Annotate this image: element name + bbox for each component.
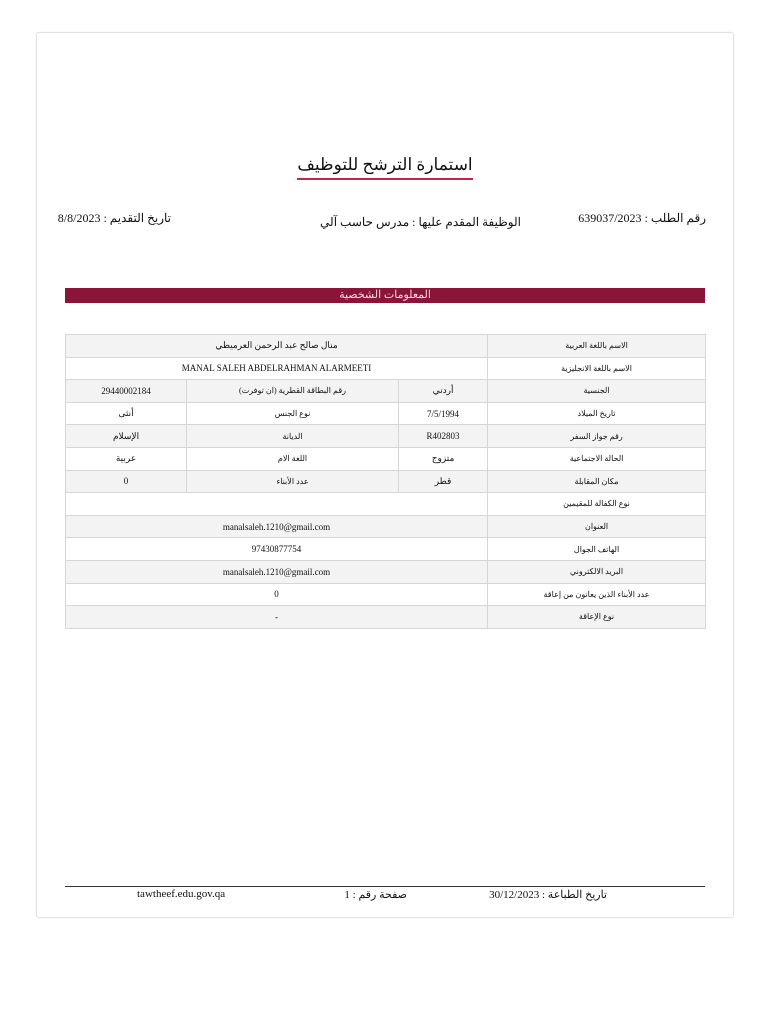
request-number-field <box>578 211 706 226</box>
address-label: العنوان <box>488 515 706 538</box>
table-row <box>66 493 706 516</box>
children-count-value: 0 <box>66 470 187 493</box>
disability-type-label: نوع الإعاقة <box>488 606 706 629</box>
passport-label: رقم جواز السفر <box>488 425 706 448</box>
table-row <box>66 380 706 403</box>
table-row <box>66 606 706 629</box>
print-date-label: تاريخ الطباعة : <box>539 889 607 901</box>
mobile-label: الهاتف الجوال <box>488 538 706 561</box>
personal-info-header: المعلومات الشخصية <box>65 288 705 303</box>
job-applied-field <box>320 215 521 230</box>
disabled-children-value: 0 <box>66 583 488 606</box>
table-row <box>66 560 706 583</box>
document-page <box>36 32 734 918</box>
form-title-container <box>37 155 733 180</box>
mother-language-value: عربية <box>66 447 187 470</box>
qid-value: 29440002184 <box>66 380 187 403</box>
request-number-value: 639037/2023 <box>578 211 642 225</box>
form-title: استمارة الترشح للتوظيف <box>297 155 472 180</box>
sponsorship-type-value <box>66 493 488 516</box>
dob-value: 7/5/1994 <box>399 402 488 425</box>
interview-location-value: قطر <box>399 470 488 493</box>
nationality-value: أردني <box>399 380 488 403</box>
gender-value: أنثى <box>66 402 187 425</box>
page-number <box>344 888 407 901</box>
sponsorship-type-label: نوع الكفالة للمقيمين <box>488 493 706 516</box>
website-url: tawtheef.edu.gov.qa <box>137 888 226 900</box>
email-label: البريد الالكتروني <box>488 560 706 583</box>
religion-label: الديانة <box>187 425 399 448</box>
address-value: manalsaleh.1210@gmail.com <box>66 515 488 538</box>
table-row <box>66 335 706 358</box>
disability-type-value: - <box>66 606 488 629</box>
mother-language-label: اللغة الام <box>187 447 399 470</box>
nationality-label: الجنسية <box>488 380 706 403</box>
qid-label: رقم البطاقة القطرية (ان توفرت) <box>187 380 399 403</box>
english-name-label: الاسم باللغة الانجليزية <box>488 357 706 380</box>
print-date-value: 30/12/2023 <box>489 889 540 901</box>
marital-status-value: متزوج <box>399 447 488 470</box>
arabic-name-label: الاسم باللغة العربية <box>488 335 706 358</box>
interview-location-label: مكان المقابلة <box>488 470 706 493</box>
dob-label: تاريخ الميلاد <box>488 402 706 425</box>
personal-info-table <box>65 334 706 629</box>
page-number-value: 1 <box>344 889 350 901</box>
english-name-value: MANAL SALEH ABDELRAHMAN ALARMEETI <box>66 357 488 380</box>
mobile-value: 97430877754 <box>66 538 488 561</box>
email-value: manalsaleh.1210@gmail.com <box>66 560 488 583</box>
job-applied-label: الوظيفة المقدم عليها : <box>409 215 521 229</box>
table-row <box>66 470 706 493</box>
religion-value: الإسلام <box>66 425 187 448</box>
table-row <box>66 583 706 606</box>
marital-status-label: الحالة الاجتماعية <box>488 447 706 470</box>
page-number-label: صفحة رقم : <box>349 889 407 901</box>
children-count-label: عدد الأبناء <box>187 470 399 493</box>
disabled-children-label: عدد الأبناء الذين يعانون من إعاقة <box>488 583 706 606</box>
table-row <box>66 538 706 561</box>
table-row <box>66 357 706 380</box>
application-date-field <box>58 211 171 226</box>
application-date-label: تاريخ التقديم : <box>100 211 171 225</box>
print-date <box>489 888 607 901</box>
application-date-value: 8/8/2023 <box>57 211 101 225</box>
job-applied-value: مدرس حاسب آلي <box>320 215 410 229</box>
passport-value: R402803 <box>399 425 488 448</box>
table-row <box>66 447 706 470</box>
footer-divider <box>65 886 705 887</box>
arabic-name-value: منال صالح عبد الرحمن العرميطي <box>66 335 488 358</box>
table-row <box>66 515 706 538</box>
gender-label: نوع الجنس <box>187 402 399 425</box>
table-row <box>66 402 706 425</box>
request-number-label: رقم الطلب : <box>641 211 706 225</box>
table-row <box>66 425 706 448</box>
